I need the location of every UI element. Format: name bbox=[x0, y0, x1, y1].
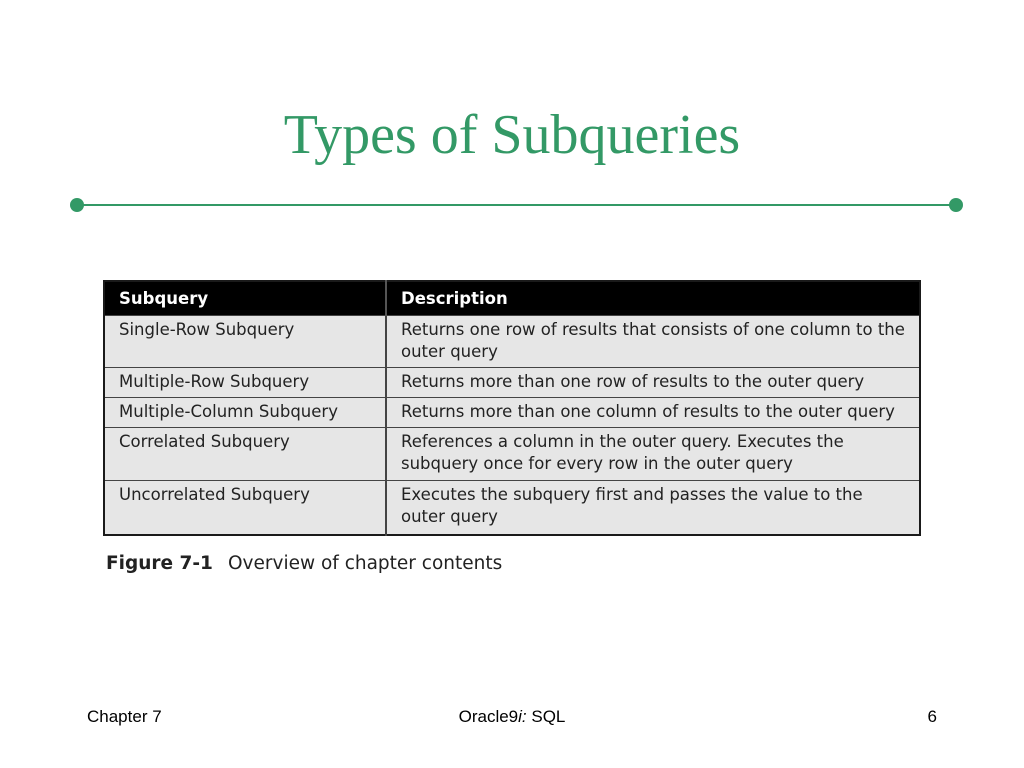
footer-course-prefix: Oracle9 bbox=[458, 707, 519, 726]
subquery-description: Returns more than one column of results to the outer query bbox=[386, 398, 920, 428]
footer-course-suffix: SQL bbox=[526, 707, 566, 726]
column-header-description: Description bbox=[386, 281, 920, 316]
subquery-description: Returns more than one row of results to the outer query bbox=[386, 368, 920, 398]
divider-dot-right bbox=[949, 198, 963, 212]
footer-chapter: Chapter 7 bbox=[87, 707, 162, 726]
column-header-subquery: Subquery bbox=[104, 281, 386, 316]
footer-course-italic: i: bbox=[518, 707, 527, 726]
subquery-name: Single-Row Subquery bbox=[104, 316, 386, 368]
subquery-name: Multiple-Row Subquery bbox=[104, 368, 386, 398]
subquery-name: Correlated Subquery bbox=[104, 428, 386, 481]
subquery-description: Returns one row of results that consists of one column to the outer query bbox=[386, 316, 920, 368]
title-divider bbox=[77, 204, 956, 206]
subquery-name: Multiple-Column Subquery bbox=[104, 398, 386, 428]
table-row bbox=[104, 316, 920, 368]
table-row bbox=[104, 398, 920, 428]
figure-caption-text: Overview of chapter contents bbox=[228, 553, 503, 574]
subquery-types-table bbox=[103, 280, 921, 536]
footer-page-number: 6 bbox=[927, 707, 937, 726]
slide-title: Types of Subqueries bbox=[283, 104, 741, 166]
figure-number: Figure 7-1 bbox=[106, 553, 213, 574]
table-row bbox=[104, 428, 920, 481]
subquery-description: References a column in the outer query. Executes the subquery once for every row in the outer query bbox=[386, 428, 920, 481]
table-row bbox=[104, 368, 920, 398]
table-row bbox=[104, 481, 920, 536]
divider-dot-left bbox=[70, 198, 84, 212]
subquery-description: Executes the subquery first and passes the value to the outer query bbox=[386, 481, 920, 536]
table-header-row bbox=[104, 281, 920, 316]
figure-caption bbox=[106, 553, 502, 574]
footer-course-title bbox=[0, 707, 1024, 727]
subquery-name: Uncorrelated Subquery bbox=[104, 481, 386, 536]
